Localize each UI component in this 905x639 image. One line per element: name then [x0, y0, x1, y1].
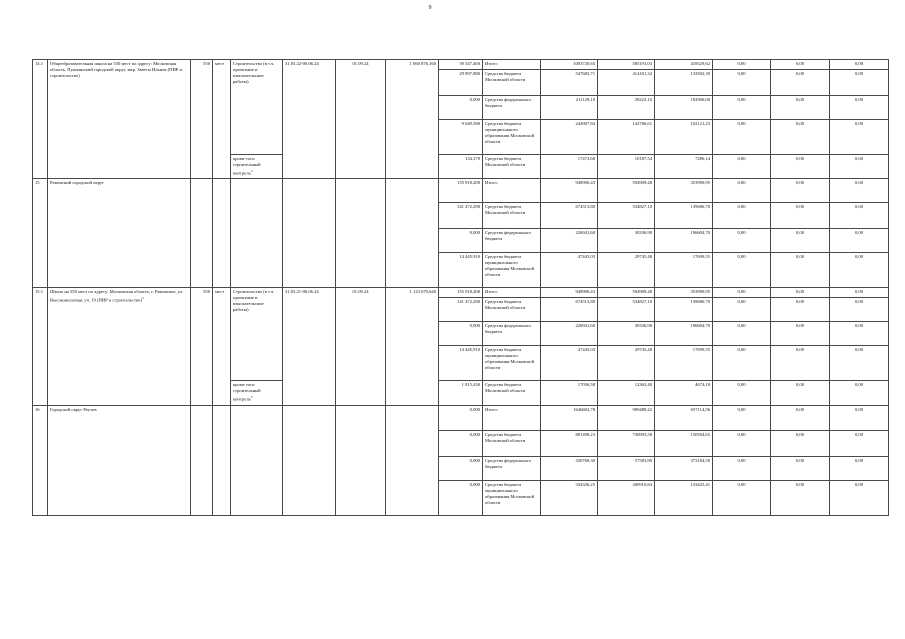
amount-year-2: 373184,50: [655, 456, 713, 480]
amount-year-1: 594909,48: [598, 178, 655, 202]
amount-year-5: 0,00: [830, 405, 889, 430]
amount-year-3: 0,00: [713, 120, 771, 155]
amount-year-4: 0,00: [771, 60, 830, 70]
funding-source: Средства бюджета Московской области: [483, 380, 541, 405]
financed-amount: 134,370: [439, 155, 483, 179]
amount-total: 674513,80: [541, 297, 598, 321]
amount-year-4: 0,00: [771, 155, 830, 179]
capacity: 550: [191, 287, 213, 405]
amount-year-4: 0,00: [771, 456, 830, 480]
amount-year-4: 0,00: [771, 297, 830, 321]
funding-source: Средства бюджета муниципального образования Московской области: [483, 345, 541, 380]
budget-table: [32, 59, 889, 516]
amount-year-4: 0,00: [771, 380, 830, 405]
amount-year-1: 534827,10: [598, 297, 655, 321]
amount-year-3: 0,00: [713, 456, 771, 480]
amount-year-4: 0,00: [771, 120, 830, 155]
amount-total: 17473,68: [541, 155, 598, 179]
amount-year-1: 30336,90: [598, 321, 655, 345]
amount-year-3: 0,00: [713, 228, 771, 252]
amount-total: 226941,60: [541, 321, 598, 345]
opening-date: [336, 178, 386, 287]
amount-year-3: 0,00: [713, 405, 771, 430]
funding-source: Средства бюджета муниципального образования Московской области: [483, 480, 541, 515]
footnote-marker: 5: [142, 295, 144, 300]
table-row: [33, 60, 889, 70]
amount-year-5: 0,00: [830, 252, 889, 287]
construction-control-label: кроме того: строительный контроль$^5$: [231, 380, 283, 405]
funding-source: Средства бюджета Московской области: [483, 70, 541, 96]
amount-year-3: 0,00: [713, 252, 771, 287]
amount-year-1: 57583,80: [598, 456, 655, 480]
object-name: Общеобразовательная школа на 550 мест по адресу: Московская область, Пушкинский городской округ, мкр. Заветы Ильича (ПИР и строительство): [48, 60, 191, 179]
opening-date: [336, 405, 386, 515]
amount-year-3: 0,00: [713, 380, 771, 405]
amount-year-5: 0,00: [830, 287, 889, 297]
row-number: 15: [33, 178, 48, 287]
amount-year-2: 7286,14: [655, 155, 713, 179]
amount-year-2: 196604,70: [655, 321, 713, 345]
funding-source: Итого:: [483, 178, 541, 202]
amount-year-3: 0,00: [713, 480, 771, 515]
amount-year-2: 418529,62: [655, 60, 713, 70]
amount-year-1: 585191,03: [598, 60, 655, 70]
amount-year-4: 0,00: [771, 178, 830, 202]
amount-year-1: 594909,48: [598, 287, 655, 297]
amount-year-3: 0,00: [713, 345, 771, 380]
amount-year-5: 0,00: [830, 60, 889, 70]
amount-year-2: 196604,70: [655, 228, 713, 252]
financed-amount: 0,000: [439, 456, 483, 480]
financed-amount: 14 445,910: [439, 252, 483, 287]
amount-year-5: 0,00: [830, 321, 889, 345]
funding-source: Средства федерального бюджета: [483, 456, 541, 480]
object-cost: [386, 405, 439, 515]
construction-period: 31.03.21-06.06.24: [283, 287, 336, 405]
financed-amount: 0,000: [439, 96, 483, 120]
funding-source: Средства федерального бюджета: [483, 228, 541, 252]
amount-total: 1646602,78: [541, 405, 598, 430]
amount-year-3: 0,00: [713, 430, 771, 456]
row-number: 16: [33, 405, 48, 515]
amount-year-2: 182906,00: [655, 96, 713, 120]
amount-year-5: 0,00: [830, 70, 889, 96]
amount-year-5: 0,00: [830, 345, 889, 380]
amount-year-1: 30336,90: [598, 228, 655, 252]
amount-year-2: 139686,70: [655, 202, 713, 228]
amount-year-3: 0,00: [713, 96, 771, 120]
footnote-marker: 5: [250, 169, 253, 173]
financed-amount: 0,000: [439, 480, 483, 515]
amount-year-5: 0,00: [830, 155, 889, 179]
amount-total: 334336,25: [541, 480, 598, 515]
amount-year-3: 0,00: [713, 70, 771, 96]
amount-year-4: 0,00: [771, 430, 830, 456]
amount-total: 17036,58: [541, 380, 598, 405]
amount-year-2: 353990,95: [655, 178, 713, 202]
amount-year-5: 0,00: [830, 120, 889, 155]
amount-year-2: 139686,70: [655, 297, 713, 321]
amount-total: 211129,10: [541, 96, 598, 120]
amount-year-2: 657114,56: [655, 405, 713, 430]
amount-total: 430768,30: [541, 456, 598, 480]
construction-period: [283, 178, 336, 287]
amount-total: 674513,80: [541, 202, 598, 228]
funding-source: Средства бюджета муниципального образования Московской области: [483, 120, 541, 155]
amount-year-3: 0,00: [713, 202, 771, 228]
amount-year-1: 730993,58: [598, 430, 655, 456]
amount-year-4: 0,00: [771, 70, 830, 96]
amount-year-4: 0,00: [771, 287, 830, 297]
amount-year-5: 0,00: [830, 202, 889, 228]
amount-year-3: 0,00: [713, 155, 771, 179]
amount-year-3: 0,00: [713, 178, 771, 202]
amount-total: 226941,60: [541, 228, 598, 252]
construction-control-label: кроме того: строительный контроль$^5$: [231, 155, 283, 179]
amount-total: 244907,84: [541, 120, 598, 155]
financed-amount: 0,000: [439, 228, 483, 252]
amount-total: 47445,03: [541, 345, 598, 380]
funding-source: Итого:: [483, 60, 541, 70]
amount-year-5: 0,00: [830, 228, 889, 252]
table-row: [33, 287, 889, 297]
object-cost: [386, 178, 439, 287]
amount-year-5: 0,00: [830, 297, 889, 321]
capacity: 550: [191, 60, 213, 179]
capacity: [191, 178, 213, 287]
capacity-unit: мест: [213, 60, 231, 179]
object-name: Раменский городской округ: [48, 178, 191, 287]
capacity: [191, 405, 213, 515]
amount-year-1: 989488,22: [598, 405, 655, 430]
amount-year-1: 142786,61: [598, 120, 655, 155]
amount-year-5: 0,00: [830, 96, 889, 120]
table-row: [33, 178, 889, 202]
financed-amount: 141 472,290: [439, 297, 483, 321]
amount-year-4: 0,00: [771, 228, 830, 252]
amount-year-4: 0,00: [771, 405, 830, 430]
amount-year-1: 28223,10: [598, 96, 655, 120]
page-number: 9: [428, 5, 432, 11]
amount-year-1: 12362,40: [598, 380, 655, 405]
footnote-marker: 5: [250, 394, 253, 399]
amount-year-2: 133502,39: [655, 70, 713, 96]
amount-total: 881498,23: [541, 430, 598, 456]
amount-total: 547683,71: [541, 70, 598, 96]
amount-year-4: 0,00: [771, 480, 830, 515]
funding-source: Итого:: [483, 405, 541, 430]
amount-year-2: 133425,41: [655, 480, 713, 515]
table-row: [33, 405, 889, 430]
opening-date: 01.09.24: [336, 60, 386, 179]
financed-amount: 9 649,580: [439, 120, 483, 155]
amount-year-3: 0,00: [713, 60, 771, 70]
object-cost: 1 060 876,160: [386, 60, 439, 179]
amount-year-2: 150504,65: [655, 430, 713, 456]
amount-year-1: 534827,10: [598, 202, 655, 228]
funding-source: Средства бюджета муниципального образования Московской области: [483, 252, 541, 287]
funding-source: Средства бюджета Московской области: [483, 297, 541, 321]
works-type: [231, 405, 283, 515]
financed-amount: 29 897,880: [439, 70, 483, 96]
financed-amount: 155 918,200: [439, 287, 483, 297]
financed-amount: 141 472,290: [439, 202, 483, 228]
amount-year-1: 29745,48: [598, 252, 655, 287]
amount-year-3: 0,00: [713, 297, 771, 321]
financed-amount: 39 547,460: [439, 60, 483, 70]
construction-period: [283, 405, 336, 515]
amount-year-5: 0,00: [830, 480, 889, 515]
amount-total: 948900,43: [541, 287, 598, 297]
row-number: 14.1: [33, 60, 48, 179]
works-type: Строительство (в т.ч. проектные и изыскательские работы): [231, 60, 283, 155]
amount-total: 47445,03: [541, 252, 598, 287]
amount-year-4: 0,00: [771, 345, 830, 380]
opening-date: 01.09.24: [336, 287, 386, 405]
financed-amount: 0,000: [439, 405, 483, 430]
amount-year-4: 0,00: [771, 96, 830, 120]
capacity-unit: [213, 178, 231, 287]
funding-source: Средства федерального бюджета: [483, 321, 541, 345]
amount-year-4: 0,00: [771, 321, 830, 345]
financed-amount: 155 918,200: [439, 178, 483, 202]
financed-amount: 14 445,910: [439, 345, 483, 380]
works-type: Строительство (в т.ч. проектные и изыскательские работы): [231, 287, 283, 380]
amount-year-2: 353990,95: [655, 287, 713, 297]
amount-year-4: 0,00: [771, 202, 830, 228]
amount-year-3: 0,00: [713, 321, 771, 345]
row-number: 15.1: [33, 287, 48, 405]
financed-amount: 1 815,430: [439, 380, 483, 405]
amount-year-2: 17699,55: [655, 252, 713, 287]
amount-year-5: 0,00: [830, 430, 889, 456]
funding-source: Средства федерального бюджета: [483, 96, 541, 120]
amount-year-1: 200910,84: [598, 480, 655, 515]
object-name: Школа на 550 мест по адресу: Московская область, г. Раменское, ул. Высоковольтная, уч. 19 (ПИР и строительство)$^5$: [48, 287, 191, 405]
amount-year-3: 0,00: [713, 287, 771, 297]
funding-source: Средства бюджета Московской области: [483, 155, 541, 179]
amount-total: 948900,43: [541, 178, 598, 202]
amount-year-5: 0,00: [830, 178, 889, 202]
amount-year-1: 414181,32: [598, 70, 655, 96]
amount-year-2: 4674,18: [655, 380, 713, 405]
funding-source: Итого:: [483, 287, 541, 297]
amount-year-5: 0,00: [830, 456, 889, 480]
capacity-unit: [213, 405, 231, 515]
financed-amount: 0,000: [439, 430, 483, 456]
construction-period: 31.03.22-06.06.24: [283, 60, 336, 179]
amount-year-5: 0,00: [830, 380, 889, 405]
amount-total: 1003720,65: [541, 60, 598, 70]
capacity-unit: мест: [213, 287, 231, 405]
funding-source: Средства бюджета Московской области: [483, 430, 541, 456]
amount-year-2: 102121,23: [655, 120, 713, 155]
object-cost: 1 123 670,640: [386, 287, 439, 405]
financed-amount: 0,000: [439, 321, 483, 345]
amount-year-1: 10187,54: [598, 155, 655, 179]
funding-source: Средства бюджета Московской области: [483, 202, 541, 228]
object-name: Городской округ Реутов: [48, 405, 191, 515]
amount-year-2: 17699,55: [655, 345, 713, 380]
works-type: [231, 178, 283, 287]
amount-year-1: 29745,48: [598, 345, 655, 380]
amount-year-4: 0,00: [771, 252, 830, 287]
